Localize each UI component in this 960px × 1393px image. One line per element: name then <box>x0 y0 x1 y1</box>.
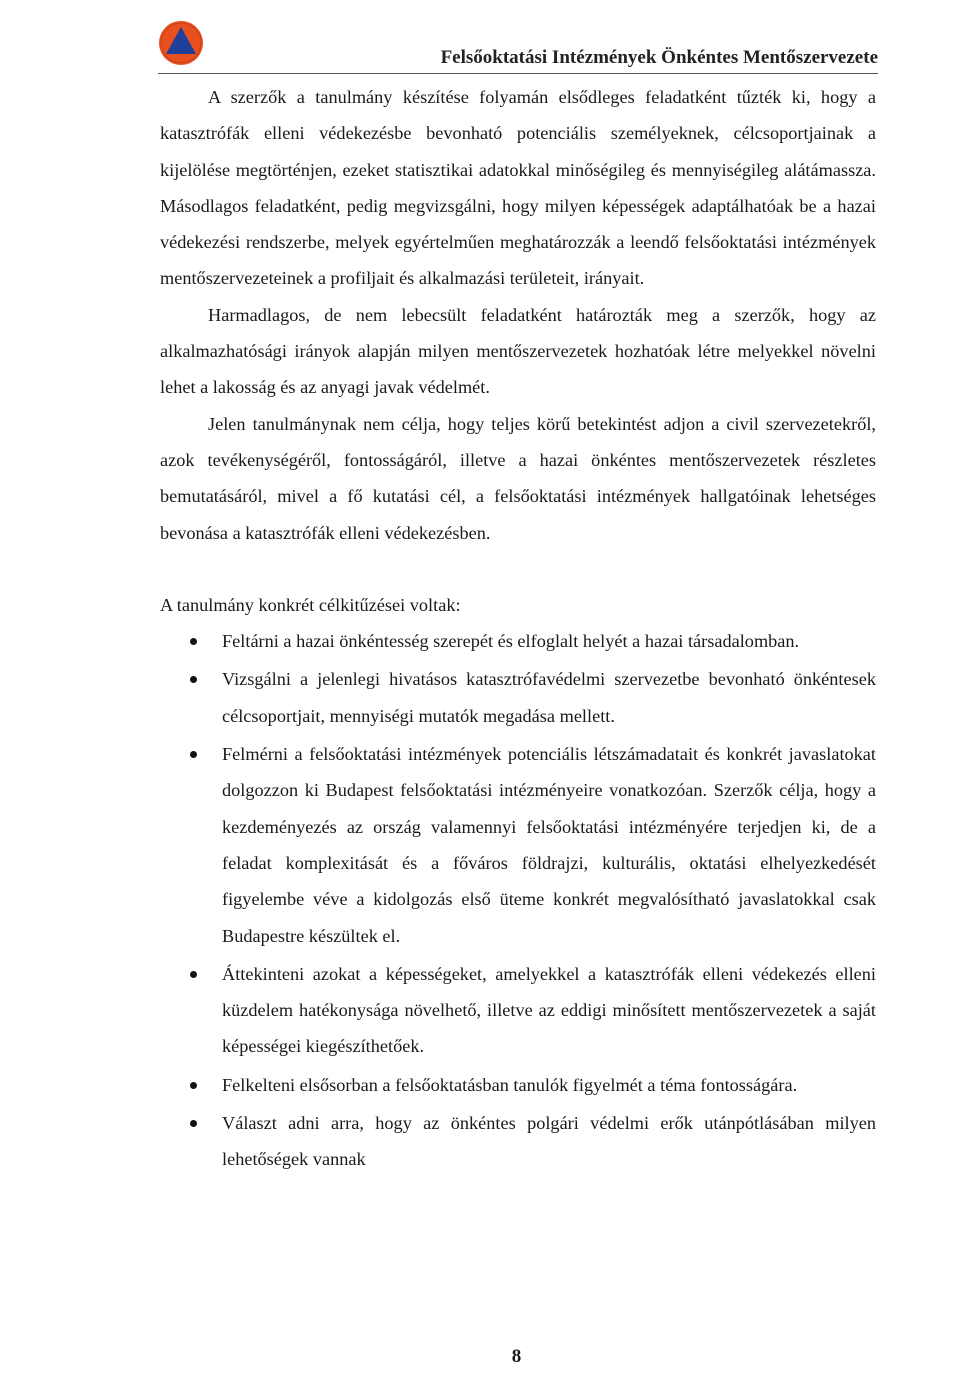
civil-defence-logo-icon <box>158 20 204 66</box>
page-number: 8 <box>511 1346 522 1367</box>
paragraph-scope: Jelen tanulmánynak nem célja, hogy teljes körű betekintést adjon a civil szervezetekről, azok tevékenységéről, fontosságáról, illetve a hazai önkéntes mentőszervezetek részletes bemutatásáról, mivel a fő kutatási cél, a felsőoktatási intézmények hallgatóinak lehetséges bevonása a katasztrófák elleni védekezésben. <box>160 413 876 543</box>
bullet-icon <box>190 1082 197 1089</box>
goal-item <box>160 1067 876 1103</box>
goals-list <box>160 623 876 1177</box>
bullet-icon <box>190 971 197 978</box>
goal-text: Felkelteni elsősorban a felsőoktatásban tanulók figyelmét a téma fontosságára. <box>222 1074 798 1095</box>
goal-text: Választ adni arra, hogy az önkéntes polgári védelmi erők utánpótlásában milyen lehetőségek vannak <box>222 1113 876 1170</box>
header-title: Felsőoktatási Intézmények Önkéntes Mentőszervezete <box>440 47 878 68</box>
bullet-icon <box>190 638 197 645</box>
paragraph-objectives: A szerzők a tanulmány készítése folyamán elsődleges feladatként tűzték ki, hogy a katasztrófák elleni védekezésbe bevonható potenciális személyeknek, célcsoportjainak a kijelölése megtörténjen, ezeket statisztikai adatokkal minőségileg és mennyiségileg alátámassza. Másodlagos feladatként, pedig megvizsgálni, hogy milyen képességek adaptálhatóak be a hazai védekezési rendszerbe, melyek egyértelműen meghatározzák a leendő felsőoktatási intézmények mentőszervezeteinek a profiljait és alkalmazási területeit, irányait. <box>160 87 876 289</box>
goals-intro: A tanulmány konkrét célkitűzései voltak: <box>160 594 461 615</box>
goal-item <box>160 661 876 734</box>
goal-text: Vizsgálni a jelenlegi hivatásos katasztrófavédelmi szervezetbe bevonható önkéntesek célcsoportjait, mennyiségi mutatók megadása mellett. <box>222 669 876 726</box>
goal-item <box>160 736 876 954</box>
bullet-icon <box>190 676 197 683</box>
goal-item <box>160 623 876 659</box>
goal-item <box>160 1105 876 1178</box>
goal-text: Áttekinteni azokat a képességeket, amelyekkel a katasztrófák elleni védekezés elleni küzdelem hatékonysága növelhető, illetve az eddigi minősített mentőszervezetek a saját képességei kiegészíthetőek. <box>222 963 876 1057</box>
page-header <box>158 18 878 74</box>
bullet-icon <box>190 1120 197 1127</box>
goal-item <box>160 956 876 1065</box>
header-divider <box>158 73 878 74</box>
bullet-icon <box>190 751 197 758</box>
goal-text: Felmérni a felsőoktatási intézmények potenciális létszámadatait és konkrét javaslatokat dolgozzon ki Budapest felsőoktatási intézményeire vonatkozóan. Szerzők célja, hogy a kezdeményezés az ország valamennyi felsőoktatási intézményére terjedjen ki, de a feladat komplexitását és a főváros földrajzi, kulturális, oktatási elhelyezkedését figyelembe véve a kidolgozás első üteme konkrét megvalósítható javaslatokkal csak Budapestre készültek el. <box>222 744 876 946</box>
page-body <box>160 79 876 1178</box>
paragraph-tertiary-task: Harmadlagos, de nem lebecsült feladatként határozták meg a szerzők, hogy az alkalmazhatósági irányok alapján milyen mentőszervezetek hozhatóak létre melyekkel növelni lehet a lakosság és az anyagi javak védelmét. <box>160 304 876 398</box>
goal-text: Feltárni a hazai önkéntesség szerepét és elfoglalt helyét a hazai társadalomban. <box>222 631 800 652</box>
